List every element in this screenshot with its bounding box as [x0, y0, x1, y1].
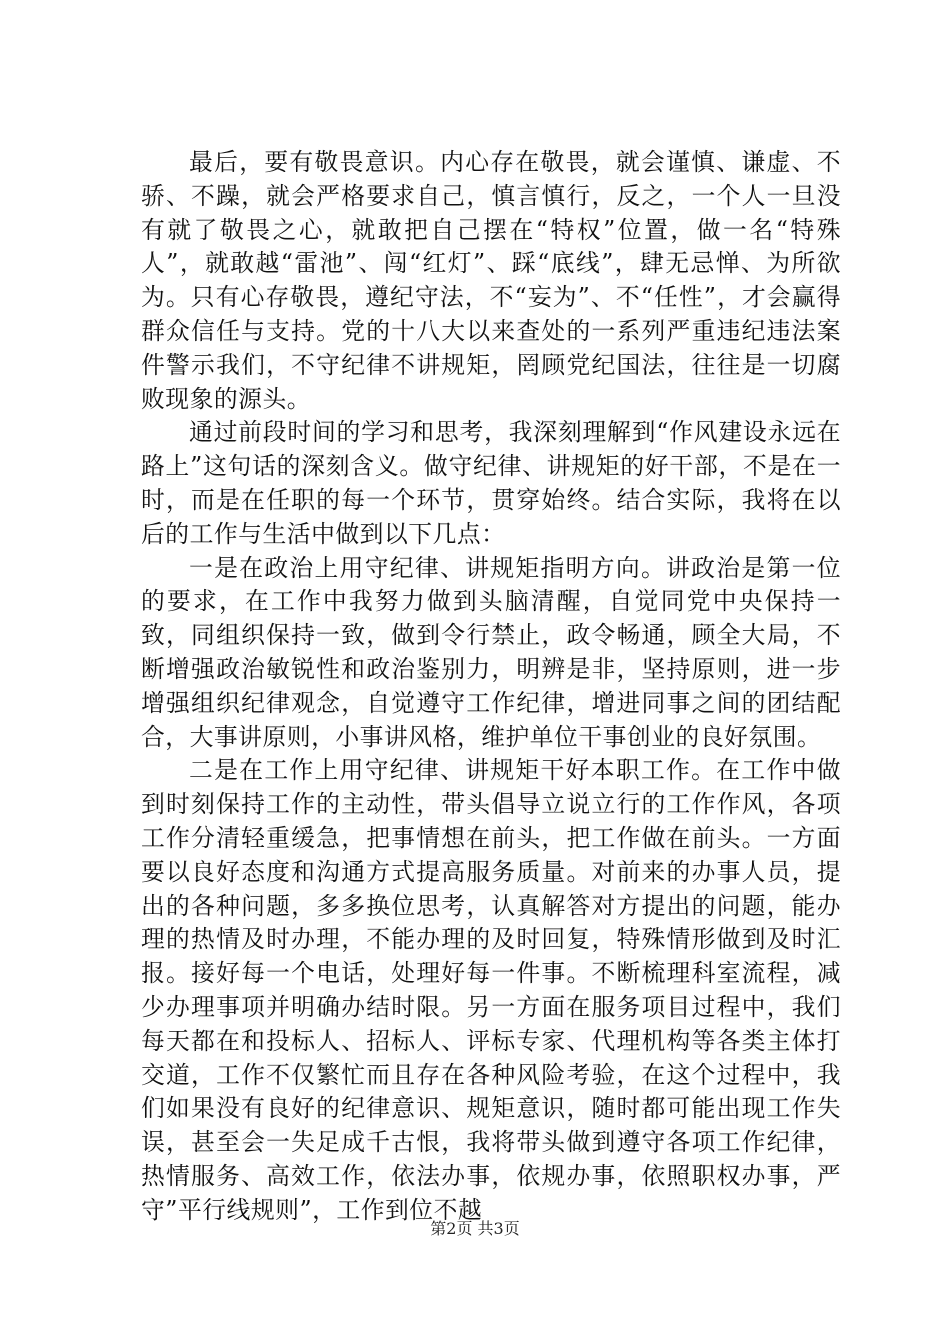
paragraph-work-duties: 二是在工作上用守纪律、讲规矩干好本职工作。在工作中做到时刻保持工作的主动性，带头倡导立说立行的工作作风，各项工作分清轻重缓急，把事情想在前头，把工作做在前头。一方面要以良好态度和沟通方式提高服务质量。对前来的办事人员，提出的各种问题，多多换位思考，认真解答对方提出的问题，能办理的热情及时办理，不能办理的及时回复，特殊情形做到及时汇报。接好每一个电话，处理好每一件事。不断梳理科室流程，减少办理事项并明确办结时限。另一方面在服务项目过程中，我们每天都在和投标人、招标人、评标专家、代理机构等各类主体打交道，工作不仅繁忙而且存在各种风险考验，在这个过程中，我们如果没有良好的纪律意识、规矩意识，随时都可能出现工作失误，甚至会一失足成千古恨，我将带头做到遵守各项工作纪律，热情服务、高效工作，依法办事，依规办事，依照职权办事，严守”平行线规则”，工作到位不越 — [141, 756, 841, 1224]
paragraph-political-direction: 一是在政治上用守纪律、讲规矩指明方向。讲政治是第一位的要求，在工作中我努力做到头脑清醒，自觉同党中央保持一致，同组织保持一致，做到令行禁止，政令畅通，顾全大局，不断增强政治敏锐性和政治鉴别力，明辨是非，坚持原则，进一步增强组织纪律观念，自觉遵守工作纪律，增进同事之间的团结配合，大事讲原则，小事讲风格，维护单位干事创业的良好氛围。 — [141, 553, 841, 751]
document-body — [141, 146, 841, 1228]
paragraph-awe-awareness: 最后，要有敬畏意识。内心存在敬畏，就会谨慎、谦虚、不骄、不躁，就会严格要求自己，慎言慎行，反之，一个人一旦没有就了敬畏之心，就敢把自己摆在“特权”位置，做一名“特殊人”，就敢越“雷池”、闯“红灯”、踩“底线”，肆无忌惮、为所欲为。只有心存敬畏，遵纪守法，不“妄为”、不“任性”，才会赢得群众信任与支持。党的十八大以来查处的一系列严重违纪违法案件警示我们，不守纪律不讲规矩，罔顾党纪国法，往往是一切腐败现象的源头。 — [141, 148, 841, 413]
paragraph-study-reflection: 通过前段时间的学习和思考，我深刻理解到“作风建设永远在路上”这句话的深刻含义。做守纪律、讲规矩的好干部，不是在一时，而是在任职的每一个环节，贯穿始终。结合实际，我将在以后的工作与生活中做到以下几点： — [141, 418, 841, 548]
page-number-footer: 第2页 共3页 — [430, 1219, 520, 1238]
